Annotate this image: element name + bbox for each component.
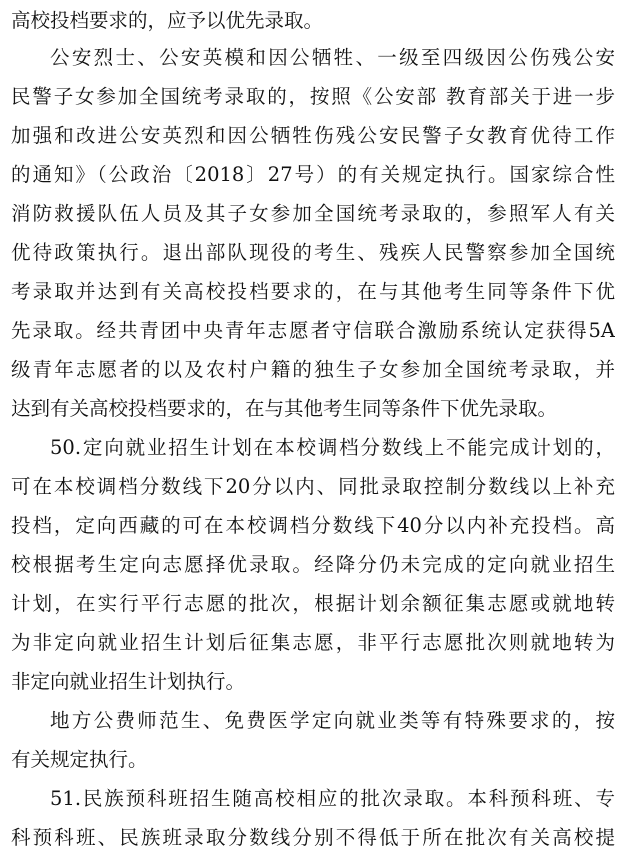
text-line: 消防救援队伍人员及其子女参加全国统考录取的，参照军人有关 [11,202,615,225]
text-line: 有关规定执行。 [11,748,148,771]
text-line: 加强和改进公安英烈和因公牺牲伤残公安民警子女教育优待工作 [11,124,615,147]
text-line: 非定向就业招生计划执行。 [11,670,246,693]
text-line: 校根据考生定向志愿择优录取。经降分仍未完成的定向就业招生 [11,553,615,576]
text-line: 优待政策执行。退出部队现役的考生、残疾人民警察参加全国统 [11,241,615,264]
text-line: 达到有关高校投档要求的，在与其他考生同等条件下优先录取。 [11,397,558,420]
text-line: 51.民族预科班招生随高校相应的批次录取。本科预科班、专 [50,787,615,810]
text-line: 高校投档要求的，应予以优先录取。 [11,9,324,32]
text-line: 科预科班、民族班录取分数线分别不得低于所在批次有关高校提 [11,826,615,849]
text-line: 可在本校调档分数线下20分以内、同批录取控制分数线以上补充 [11,475,615,498]
text-line: 50.定向就业招生计划在本校调档分数线上不能完成计划的， [50,436,615,459]
text-line: 为非定向就业招生计划后征集志愿，非平行志愿批次则就地转为 [11,631,615,654]
text-line: 民警子女参加全国统考录取的，按照《公安部 教育部关于进一步 [11,85,615,108]
text-line: 投档，定向西藏的可在本校调档分数线下40分以内补充投档。高 [11,514,615,537]
text-line: 计划，在实行平行志愿的批次，根据计划余额征集志愿或就地转 [11,592,615,615]
text-line: 的通知》（公政治〔2018〕27号）的有关规定执行。国家综合性 [11,163,615,186]
text-line: 先录取。经共青团中央青年志愿者守信联合激励系统认定获得5A [11,319,615,342]
text-line: 地方公费师范生、免费医学定向就业类等有特殊要求的，按 [50,709,615,732]
text-line: 级青年志愿者的以及农村户籍的独生子女参加全国统考录取，并 [11,358,615,381]
text-line: 考录取并达到有关高校投档要求的，在与其他考生同等条件下优 [11,280,615,303]
text-line: 公安烈士、公安英模和因公牺牲、一级至四级因公伤残公安 [50,46,615,69]
